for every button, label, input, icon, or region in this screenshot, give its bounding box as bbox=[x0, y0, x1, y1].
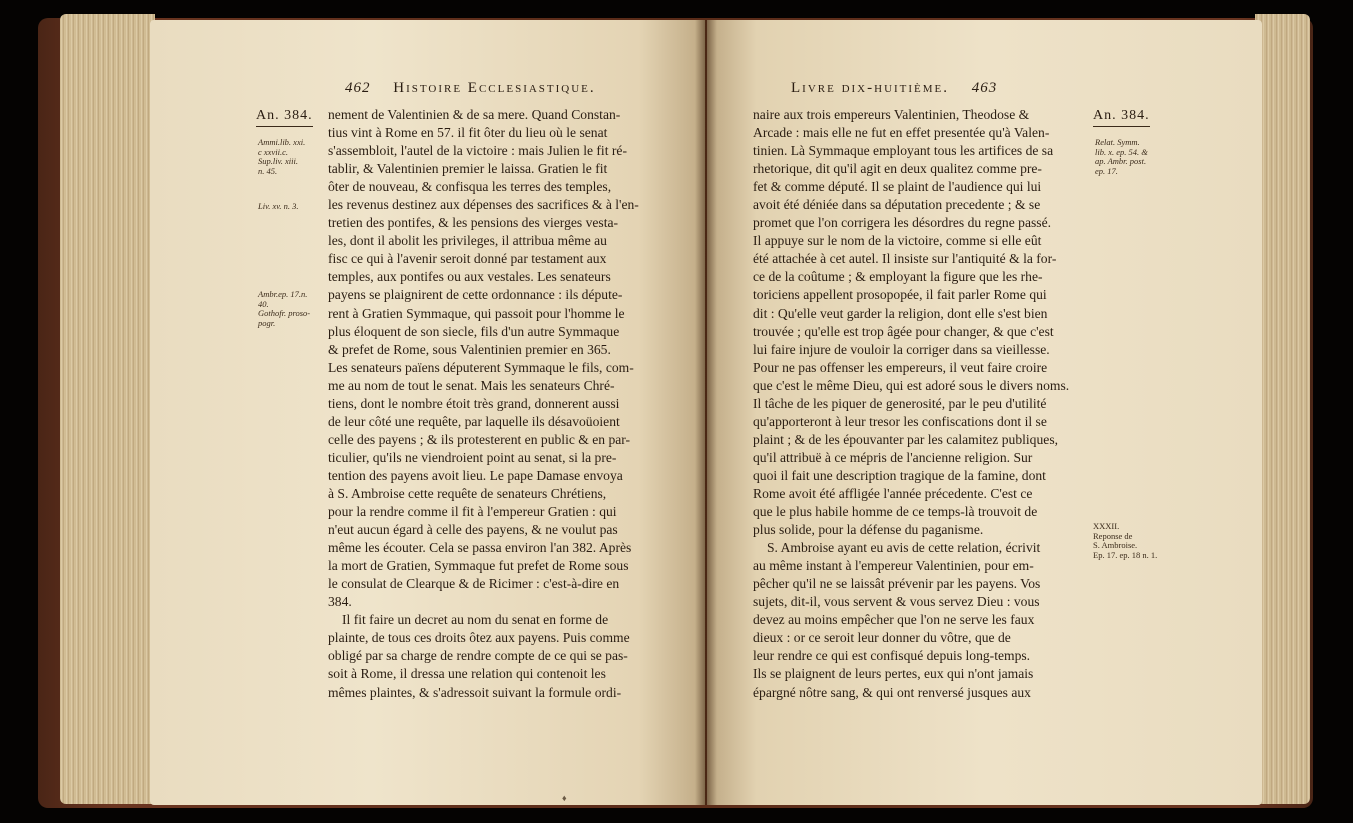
left-year-mark: An. 384. bbox=[256, 108, 313, 127]
margin-note-line: pogr. bbox=[258, 317, 276, 328]
text-line: tablir, & Valentinien premier le laissa. Gratien le fit bbox=[328, 161, 608, 177]
text-line: ticulier, qu'ils ne viendroient point au senat, si la pre- bbox=[328, 449, 617, 465]
right-page-header bbox=[791, 80, 997, 97]
text-line: qu'apporteront à leur tresor les confiscations dont il se bbox=[753, 413, 1047, 429]
text-line: les revenus destinez aux dépenses des sacrifices & à l'en- bbox=[328, 197, 639, 213]
text-line: ôter de nouveau, & confisqua les terres des temples, bbox=[328, 179, 612, 195]
text-line: dit : Qu'elle veut garder la religion, dont elle s'est bien bbox=[753, 305, 1048, 321]
left-page-header bbox=[345, 80, 596, 97]
right-page-stack bbox=[1255, 14, 1310, 804]
right-page bbox=[707, 20, 1262, 805]
left-margin-note-2 bbox=[258, 202, 299, 212]
text-line: avoit été déniée dans sa députation precedente ; & se bbox=[753, 197, 1041, 213]
text-line: ce de la coûtume ; & employant la figure que les rhe- bbox=[753, 269, 1043, 285]
margin-note-line: Gothofr. proso- bbox=[258, 308, 311, 318]
left-page-stack bbox=[60, 14, 155, 804]
text-line: temples, aux pontifes ou aux vestales. Les senateurs bbox=[328, 269, 611, 285]
right-year-mark: An. 384. bbox=[1093, 108, 1150, 127]
text-line: la mort de Gratien, Symmaque fut prefet de Rome sous bbox=[328, 558, 629, 574]
text-line: leur rendre ce qui est confisqué depuis long-temps. bbox=[753, 648, 1031, 664]
right-body-text bbox=[753, 106, 1069, 702]
text-line: & prefet de Rome, sous Valentinien premier en 365. bbox=[328, 341, 611, 357]
text-line: naire aux trois empereurs Valentinien, Theodose & bbox=[753, 107, 1030, 122]
margin-note-line: Relat. Symm. bbox=[1095, 137, 1140, 147]
text-line: devez au moins empêcher que l'on ne serve les faux bbox=[753, 612, 1035, 628]
text-line: rhetorique, dit qu'il agit en deux qualitez comme pre- bbox=[753, 161, 1042, 177]
text-line: fisc ce qui à l'avenir seroit donné par testament aux bbox=[328, 251, 607, 267]
margin-note-line: 40. bbox=[258, 298, 269, 309]
margin-note-line: XXXII. bbox=[1093, 521, 1120, 531]
text-line: à S. Ambroise cette requête de senateurs Chrétiens, bbox=[328, 485, 607, 501]
text-line: pour la rendre comme il fit à l'empereur Gratien : qui bbox=[328, 504, 617, 520]
text-line: Arcade : mais elle ne fut en effet presentée qu'à Valen- bbox=[753, 125, 1050, 141]
text-line: 384. bbox=[328, 594, 352, 610]
text-line: celle des payens ; & ils protesterent en public & en par- bbox=[328, 431, 631, 447]
text-line: fet & comme député. Il se plaint de l'audience qui lui bbox=[753, 179, 1042, 195]
text-line: qu'il attribuë à ce mépris de l'ancienne religion. Sur bbox=[753, 449, 1033, 465]
text-line: s'assembloit, l'autel de la victoire : mais Julien le fit ré- bbox=[328, 143, 627, 159]
text-line: rent à Gratien Symmaque, qui passoit pour l'homme le bbox=[328, 305, 625, 321]
text-line: plaint ; & de les épouvanter par les calamitez publiques, bbox=[753, 431, 1059, 447]
left-margin-note-1 bbox=[258, 138, 305, 176]
text-line: Il fit faire un decret au nom du senat en forme de bbox=[342, 612, 609, 628]
text-line: mêmes plaintes, & s'adressoit suivant la formule ordi- bbox=[328, 684, 622, 700]
margin-note-line: c xxvii.c. bbox=[258, 146, 288, 157]
text-line: payens se plaignirent de cette ordonnance : ils députe- bbox=[328, 287, 623, 303]
text-line: Les senateurs païens députerent Symmaque le fils, com- bbox=[328, 359, 634, 375]
text-line: plus éloquent de son siecle, fils d'un autre Symmaque bbox=[328, 323, 620, 339]
text-line: Il tâche de les piquer de generosité, par le peu d'utilité bbox=[753, 395, 1047, 411]
left-body-text bbox=[328, 106, 639, 702]
text-line: plus solide, pour la défense du paganisme. bbox=[753, 522, 984, 538]
text-line: tius vint à Rome en 57. il fit ôter du lieu où le senat bbox=[328, 125, 608, 141]
text-line: les, dont il abolit les privileges, il attribua même au bbox=[328, 233, 607, 249]
margin-note-line: ep. 17. bbox=[1095, 165, 1118, 176]
text-line: le consulat de Clearque & de Ricimer : c'est-à-dire en bbox=[328, 576, 620, 592]
margin-note-line: Ep. 17. ep. 18 n. 1. bbox=[1093, 549, 1158, 560]
text-line: me au nom de tout le senat. Mais les senateurs Chré- bbox=[328, 377, 615, 393]
left-margin-note-3 bbox=[258, 290, 310, 328]
text-line: que c'est le même Dieu, qui est adoré sous le divers noms. bbox=[753, 377, 1070, 393]
margin-note-line: Sup.liv. xiii. bbox=[258, 156, 298, 166]
text-line: S. Ambroise ayant eu avis de cette relation, écrivit bbox=[767, 540, 1041, 556]
text-line: tretien des pontifes, & les pensions des vierges vesta- bbox=[328, 215, 619, 231]
text-line: sujets, dit-il, vous servent & vous servez Dieu : vous bbox=[753, 594, 1040, 610]
margin-note-line: lib. x. ep. 54. & bbox=[1095, 146, 1148, 157]
text-line: promet que l'on corrigera les désordres du regne passé. bbox=[753, 215, 1052, 231]
margin-note-line: Ammi.lib. xxi. bbox=[258, 137, 306, 147]
margin-note-line: Reponse de bbox=[1093, 530, 1133, 541]
right-margin-note-1 bbox=[1095, 138, 1148, 176]
margin-note-line: S. Ambroise. bbox=[1093, 540, 1138, 550]
text-line: dieux : or ce seroit leur donner du vôtre, que de bbox=[753, 630, 1011, 646]
right-page-number: 463 bbox=[971, 80, 998, 96]
signature-mark-icon: ♦ bbox=[562, 793, 567, 803]
text-line: épargné nôtre sang, & qui ont renversé jusques aux bbox=[753, 684, 1031, 700]
text-line: que le plus habile homme de ce temps-là trouvoit de bbox=[753, 504, 1038, 520]
text-line: soit à Rome, il dressa une relation qui contenoit les bbox=[328, 666, 606, 682]
text-line: plainte, de tous ces droits ôtez aux payens. Puis comme bbox=[328, 630, 630, 646]
right-running-title: Livre dix-huitième. bbox=[791, 80, 950, 96]
right-margin-note-2 bbox=[1093, 522, 1157, 560]
book-gutter bbox=[695, 20, 717, 805]
text-line: Pour ne pas offenser les empereurs, il veut faire croire bbox=[753, 359, 1048, 375]
text-line: obligé par sa charge de rendre compte de ce qui se pas- bbox=[328, 648, 628, 664]
text-line: trouvée ; qu'elle est trop âgée pour changer, & que c'est bbox=[753, 323, 1054, 339]
text-line: pêcher qu'il ne se laissât prévenir par les payens. Vos bbox=[753, 576, 1041, 592]
text-line: tinien. Là Symmaque employant tous les artifices de sa bbox=[753, 143, 1054, 159]
text-line: Il appuye sur le nom de la victoire, comme si elle eût bbox=[753, 233, 1042, 249]
left-page-number: 462 bbox=[345, 80, 371, 96]
text-line: Ils se plaignent de leurs pertes, eux qui n'ont jamais bbox=[753, 666, 1034, 682]
text-line: nement de Valentinien & de sa mere. Quand Constan- bbox=[328, 107, 621, 122]
margin-note-line: n. 45. bbox=[258, 165, 278, 176]
text-line: de leur côté une requête, par laquelle ils désavoüoient bbox=[328, 413, 620, 429]
text-line: tiens, dont le nombre étoit très grand, donnerent aussi bbox=[328, 395, 620, 411]
text-line: Rome avoit été affligée l'année précedente. C'est ce bbox=[753, 485, 1033, 501]
text-line: même les écouter. Cela se passa environ l'an 382. Après bbox=[328, 540, 632, 556]
text-line: été attachée à cet autel. Il insiste sur l'antiquité & la for- bbox=[753, 251, 1057, 267]
left-running-title: Histoire Ecclesiastique. bbox=[393, 80, 596, 96]
text-line: toriciens appellent prosopopée, il fait parler Rome qui bbox=[753, 287, 1047, 303]
margin-note-line: Ambr.ep. 17.n. bbox=[258, 289, 308, 299]
margin-note-line: ap. Ambr. post. bbox=[1095, 156, 1147, 166]
text-line: n'eut aucun égard à celle des payens, & ne voulut pas bbox=[328, 522, 618, 538]
text-line: tention des payens avoit lieu. Le pape Damase envoya bbox=[328, 467, 623, 483]
text-line: lui faire injure de vouloir la corriger dans sa vieillesse. bbox=[753, 341, 1050, 357]
margin-note-line: Liv. xv. n. 3. bbox=[258, 201, 299, 211]
text-line: quoi il fait une description tragique de la famine, dont bbox=[753, 467, 1046, 483]
text-line: au même instant à l'empereur Valentinien, pour em- bbox=[753, 558, 1034, 574]
left-page bbox=[150, 20, 705, 805]
